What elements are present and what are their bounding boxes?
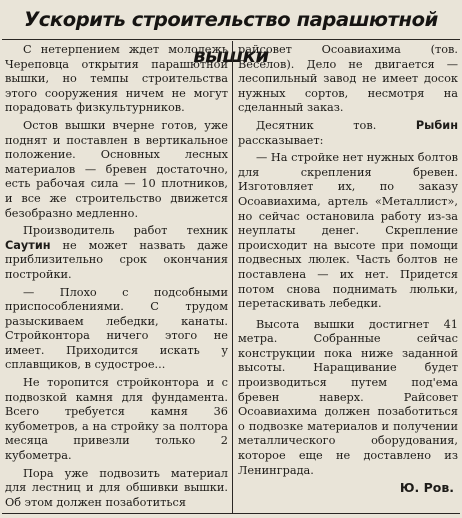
paragraph-text: рассказывает: [238,133,324,147]
person-name: Рыбин [415,118,458,132]
top-rule [2,39,460,40]
paragraph [5,224,228,282]
paragraph-text: Производитель работ техник [23,224,228,238]
paragraph: С нетерпением ждет молодежь Череповца открытия парашютной вышки, но темпы строительства этого сооружения ничем не могут порадовать физкультурников. [5,43,228,115]
signature: Ю. Ров. [399,480,454,496]
paragraph: Пора уже подвозить материал для лестниц и для обшивки вышки. Об этом должен позаботиться [5,466,228,509]
paragraph-text: Остов вышки вчерне готов, уже поднят и поставлен в вертикальное положение. Основных лесных материалов — бревен достаточно, есть рабочая сила — 10 плотников, и все же строительство движется безобразно медленно. [5,118,228,220]
paragraph [238,119,458,148]
headline: Ускорить строительство парашютной вышки [24,8,438,67]
paragraph: Высота вышки достигнет 41 метра. Собранные сейчас конструкции пока ниже заданной высоты. Наращивание будет производиться путем под'ема бревен наверх. Райсовет Осоавиахима должен позаботиться о подвозке материалов и получении металлического оборудования, которое еще не доставлено из Ленинграда. [238,317,458,477]
person-name: Саутин [5,238,51,252]
left-column [5,43,228,513]
paragraph-text: Десятник тов. [256,118,416,132]
paragraph-text: не может назвать даже приблизительно срок окончания постройки. [5,238,228,281]
paragraph [5,119,228,221]
paragraph: — Плохо с подсобными приспособлениями. С трудом разыскиваем лебедки, канаты. Стройконтора ничего этого не имеет. Приходится искать у сплавщиков, в судострое... [5,285,228,372]
bottom-rule [2,513,460,514]
paragraph: Не торопится стройконтора и с подвозкой камня для фундамента. Всего требуется камня 36 кубометров, а на стройку за полтора месяца привезли только 2 кубометра. [5,376,228,463]
paragraph: райсовет Осоавиахима (тов. Веселов). Дело не двигается — лесопильный завод не имеет досок нужных сортов, несмотря на сделанный заказ. [238,43,458,115]
paragraph: — На стройке нет нужных болтов для скрепления бревен. Изготовляет их, по заказу Осоавиахима, артель «Металлист», но сейчас остановила работу из-за неуплаты денег. Скрепление происходит на высоте при помощи подвесных люлек. Часть болтов не поставлена — их нет. Придется потом снова поднимать люльки, перетаскивать лебедки. [238,151,458,311]
right-column [238,43,458,499]
column-divider [232,41,233,513]
